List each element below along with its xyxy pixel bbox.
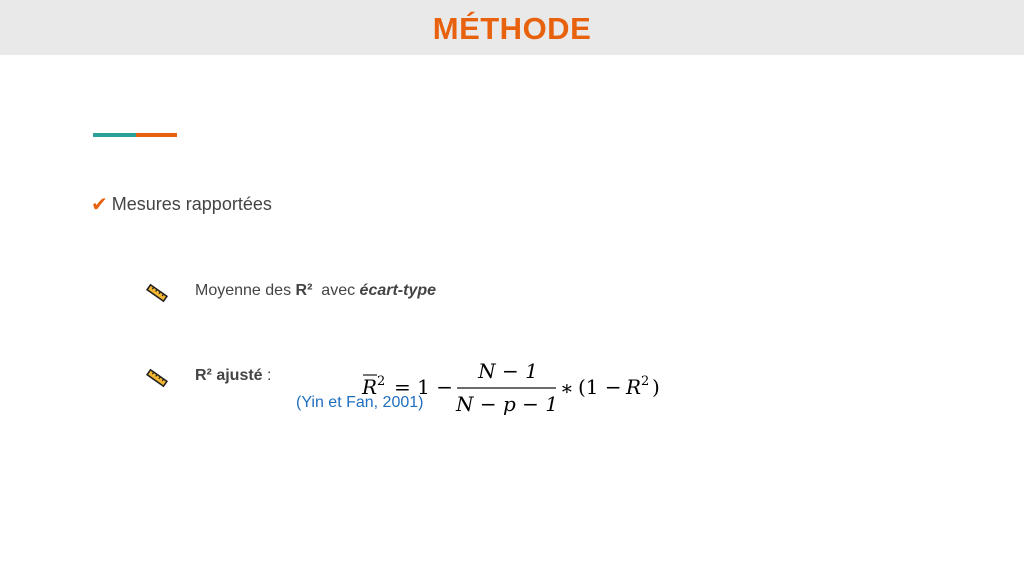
mean-r2-symbol: R² [295, 282, 313, 299]
adjusted-r2-line [195, 367, 271, 385]
check-mark-icon: ✔ [91, 193, 108, 216]
ruler-pencil-icon [145, 281, 169, 305]
mean-r2-line [195, 282, 436, 300]
std-dev-term: écart-type [359, 282, 437, 299]
mean-r2-prefix: Moyenne des [195, 282, 296, 299]
citation-reference: (Yin et Fan, 2001) [296, 394, 424, 411]
formula-lhs-exp: 2 [377, 374, 386, 389]
ruler-pencil-icon [145, 366, 169, 390]
formula-times: ∗ [560, 376, 574, 400]
adjusted-r2-colon: : [262, 367, 272, 384]
main-bullet [91, 194, 272, 215]
accent-line-teal [93, 133, 136, 137]
formula-lhs-var: R [362, 375, 378, 399]
bullet-label: Mesures rapportées [111, 194, 272, 214]
formula-denominator: N − p − 1 [456, 392, 558, 416]
accent-line-orange [136, 133, 177, 137]
formula-rhs-close: ) [652, 375, 660, 399]
page-title: MÉTHODE [432, 11, 592, 46]
formula-rhs-exp: 2 [641, 374, 650, 389]
mean-r2-middle: avec [312, 282, 360, 299]
formula-numerator: N − 1 [478, 359, 538, 383]
formula-rhs-var: R [626, 375, 642, 399]
formula-equals: = 1 − [394, 375, 453, 399]
formula-rhs-open: (1 − [578, 375, 622, 399]
adjusted-r2-label: R² ajusté [195, 367, 263, 384]
